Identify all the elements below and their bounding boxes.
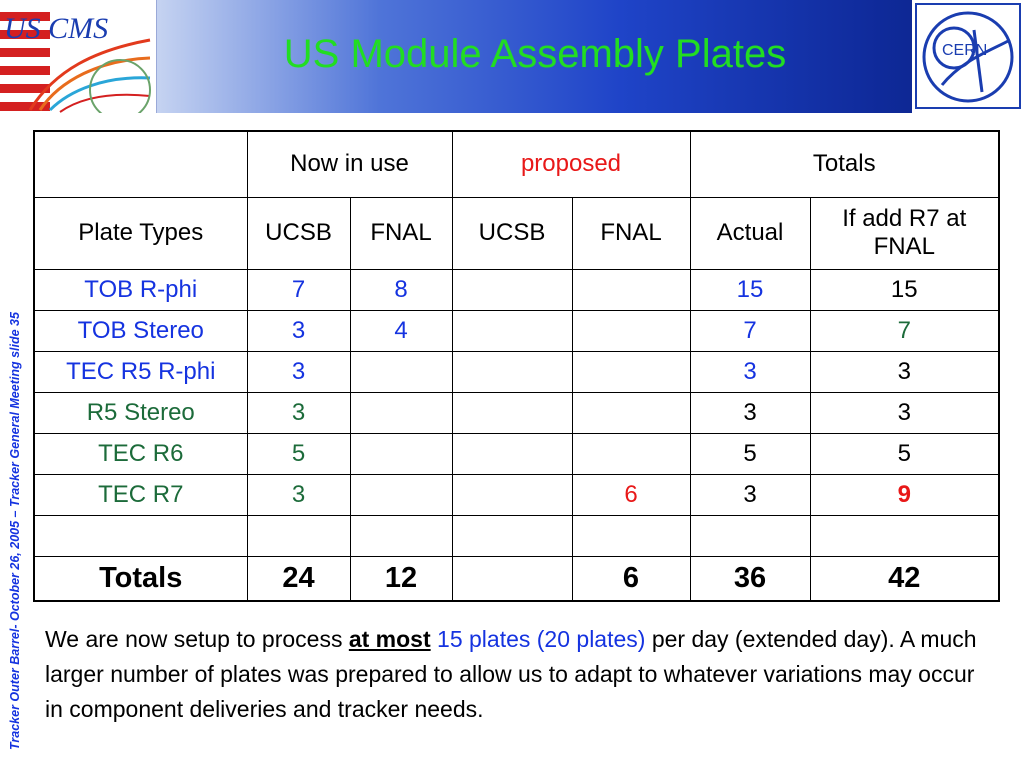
plate-type-cell: R5 Stereo <box>34 392 247 433</box>
now-ucsb-cell: 5 <box>247 433 350 474</box>
col-header-now-fnal: FNAL <box>350 197 452 269</box>
now-fnal-cell <box>350 474 452 515</box>
table-sub-header-row <box>34 197 999 269</box>
totals-label: Totals <box>34 556 247 601</box>
totals-now-fnal: 12 <box>350 556 452 601</box>
prop-ucsb-cell <box>452 351 572 392</box>
now-ucsb-cell: 3 <box>247 351 350 392</box>
prop-fnal-cell <box>572 515 690 556</box>
prop-ucsb-cell <box>452 310 572 351</box>
col-header-actual: Actual <box>690 197 810 269</box>
col-header-if-add-r7: If add R7 at FNAL <box>810 197 999 269</box>
col-header-now-ucsb: UCSB <box>247 197 350 269</box>
prop-fnal-cell <box>572 433 690 474</box>
group-header-proposed: proposed <box>452 131 690 197</box>
actual-cell <box>690 515 810 556</box>
cern-logo <box>912 0 1024 113</box>
prop-ucsb-cell <box>452 474 572 515</box>
table-row <box>34 310 999 351</box>
group-header-now-in-use: Now in use <box>247 131 452 197</box>
table-totals-row <box>34 556 999 601</box>
if-add-cell: 5 <box>810 433 999 474</box>
if-add-cell: 3 <box>810 351 999 392</box>
totals-if-add: 42 <box>810 556 999 601</box>
cern-logo-graphic <box>912 0 1024 113</box>
prop-fnal-cell <box>572 269 690 310</box>
prop-fnal-cell <box>572 351 690 392</box>
totals-now-ucsb: 24 <box>247 556 350 601</box>
now-ucsb-cell <box>247 515 350 556</box>
table-row-empty <box>34 515 999 556</box>
prop-fnal-cell <box>572 310 690 351</box>
if-add-cell: 3 <box>810 392 999 433</box>
if-add-cell: 15 <box>810 269 999 310</box>
prop-fnal-cell: 6 <box>572 474 690 515</box>
plate-type-cell: TOB Stereo <box>34 310 247 351</box>
actual-cell: 3 <box>690 474 810 515</box>
col-header-prop-ucsb: UCSB <box>452 197 572 269</box>
now-ucsb-cell: 3 <box>247 310 350 351</box>
now-fnal-cell <box>350 351 452 392</box>
table-row <box>34 351 999 392</box>
prop-ucsb-cell <box>452 515 572 556</box>
summary-emphasis: at most <box>348 626 431 652</box>
now-fnal-cell <box>350 515 452 556</box>
col-header-plate-types: Plate Types <box>34 197 247 269</box>
now-fnal-cell: 4 <box>350 310 452 351</box>
table-row <box>34 269 999 310</box>
prop-ucsb-cell <box>452 433 572 474</box>
table-group-header-row <box>34 131 999 197</box>
actual-cell: 7 <box>690 310 810 351</box>
uscms-logo <box>0 0 157 113</box>
actual-cell: 3 <box>690 392 810 433</box>
prop-fnal-cell <box>572 392 690 433</box>
now-fnal-cell <box>350 433 452 474</box>
now-fnal-cell: 8 <box>350 269 452 310</box>
plate-type-cell: TEC R5 R-phi <box>34 351 247 392</box>
table-row <box>34 433 999 474</box>
totals-actual: 36 <box>690 556 810 601</box>
now-fnal-cell <box>350 392 452 433</box>
group-header-totals: Totals <box>690 131 999 197</box>
if-add-cell <box>810 515 999 556</box>
plate-type-cell: TEC R6 <box>34 433 247 474</box>
plate-type-cell: TEC R7 <box>34 474 247 515</box>
if-add-cell: 9 <box>810 474 999 515</box>
totals-prop-fnal: 6 <box>572 556 690 601</box>
uscms-logo-graphic <box>0 0 156 113</box>
actual-cell: 15 <box>690 269 810 310</box>
totals-prop-ucsb <box>452 556 572 601</box>
table-row <box>34 474 999 515</box>
plate-type-cell: TOB R-phi <box>34 269 247 310</box>
group-header-empty <box>34 131 247 197</box>
summary-highlight: 15 plates (20 plates) <box>437 626 646 652</box>
summary-paragraph <box>45 622 995 727</box>
now-ucsb-cell: 3 <box>247 474 350 515</box>
actual-cell: 3 <box>690 351 810 392</box>
actual-cell: 5 <box>690 433 810 474</box>
page-title: US Module Assembly Plates <box>283 32 787 76</box>
prop-ucsb-cell <box>452 269 572 310</box>
summary-text-3: per day (extended day). A much larger number of plates was prepared to allow us to adapt to whatever variations may occur in component deliveries and tracker needs. <box>45 626 977 722</box>
cern-logo-text: CERN <box>942 42 988 59</box>
plates-table <box>33 130 1000 602</box>
sidebar-footer-text: Tracker Outer Barrel- October 26, 2005 – Tracker General Meeting slide 35 <box>8 312 22 750</box>
table-row <box>34 392 999 433</box>
summary-text-1: We are now setup to process <box>45 626 349 652</box>
uscms-logo-text: US CMS <box>4 12 109 45</box>
sidebar-footer <box>2 130 28 760</box>
col-header-prop-fnal: FNAL <box>572 197 690 269</box>
plate-type-cell <box>34 515 247 556</box>
now-ucsb-cell: 3 <box>247 392 350 433</box>
prop-ucsb-cell <box>452 392 572 433</box>
sidebar-footer-graphic <box>2 130 28 760</box>
if-add-cell: 7 <box>810 310 999 351</box>
now-ucsb-cell: 7 <box>247 269 350 310</box>
